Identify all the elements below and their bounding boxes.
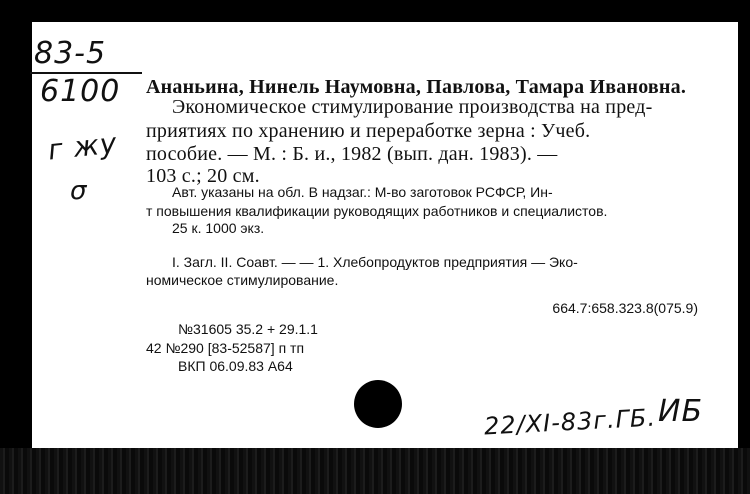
udc-classification: 664.7:658.323.8(075.9) <box>552 300 698 316</box>
call-number-bottom: 6100 <box>40 74 121 109</box>
title-line: 103 с.; 20 см. <box>146 165 260 187</box>
call-number-top: 83-5 <box>34 36 107 71</box>
title-line: пособие. — М. : Б. и., 1982 (вып. дан. 1983). — <box>146 143 558 165</box>
stamp-line: 42 №290 [83-52587] п тп <box>146 340 305 356</box>
handwritten-note-mark: σ <box>70 176 88 206</box>
subject-line: номическое стимулирование. <box>146 272 339 288</box>
subject-line: I. Загл. II. Соавт. — — 1. Хлебопродуктов предприятия — Эко- <box>172 254 578 270</box>
notes-line: 25 к. 1000 экз. <box>172 220 265 236</box>
stamp-line: ВКП 06.09.83 А64 <box>178 358 293 374</box>
punch-hole <box>354 380 402 428</box>
handwritten-initials: ИБ <box>658 394 704 429</box>
notes-line: Авт. указаны на обл. В надзаг.: М-во заготовок РСФСР, Ин- <box>172 184 553 200</box>
notes-line: т повышения квалификации руководящих работников и специалистов. <box>146 203 608 219</box>
stamp-line: №31605 35.2 + 29.1.1 <box>178 321 318 337</box>
scan-edge-strip <box>0 448 750 494</box>
title-line: приятиях по хранению и переработке зерна : Учеб. <box>146 120 591 142</box>
record-heading: Ананьина, Нинель Наумовна, Павлова, Тамара Ивановна. <box>146 76 687 98</box>
handwritten-date: 22/XI-83г.ГБ. <box>483 403 657 441</box>
handwritten-note: г жу <box>46 126 119 167</box>
title-line: Экономическое стимулирование производства на пред- <box>172 96 653 118</box>
